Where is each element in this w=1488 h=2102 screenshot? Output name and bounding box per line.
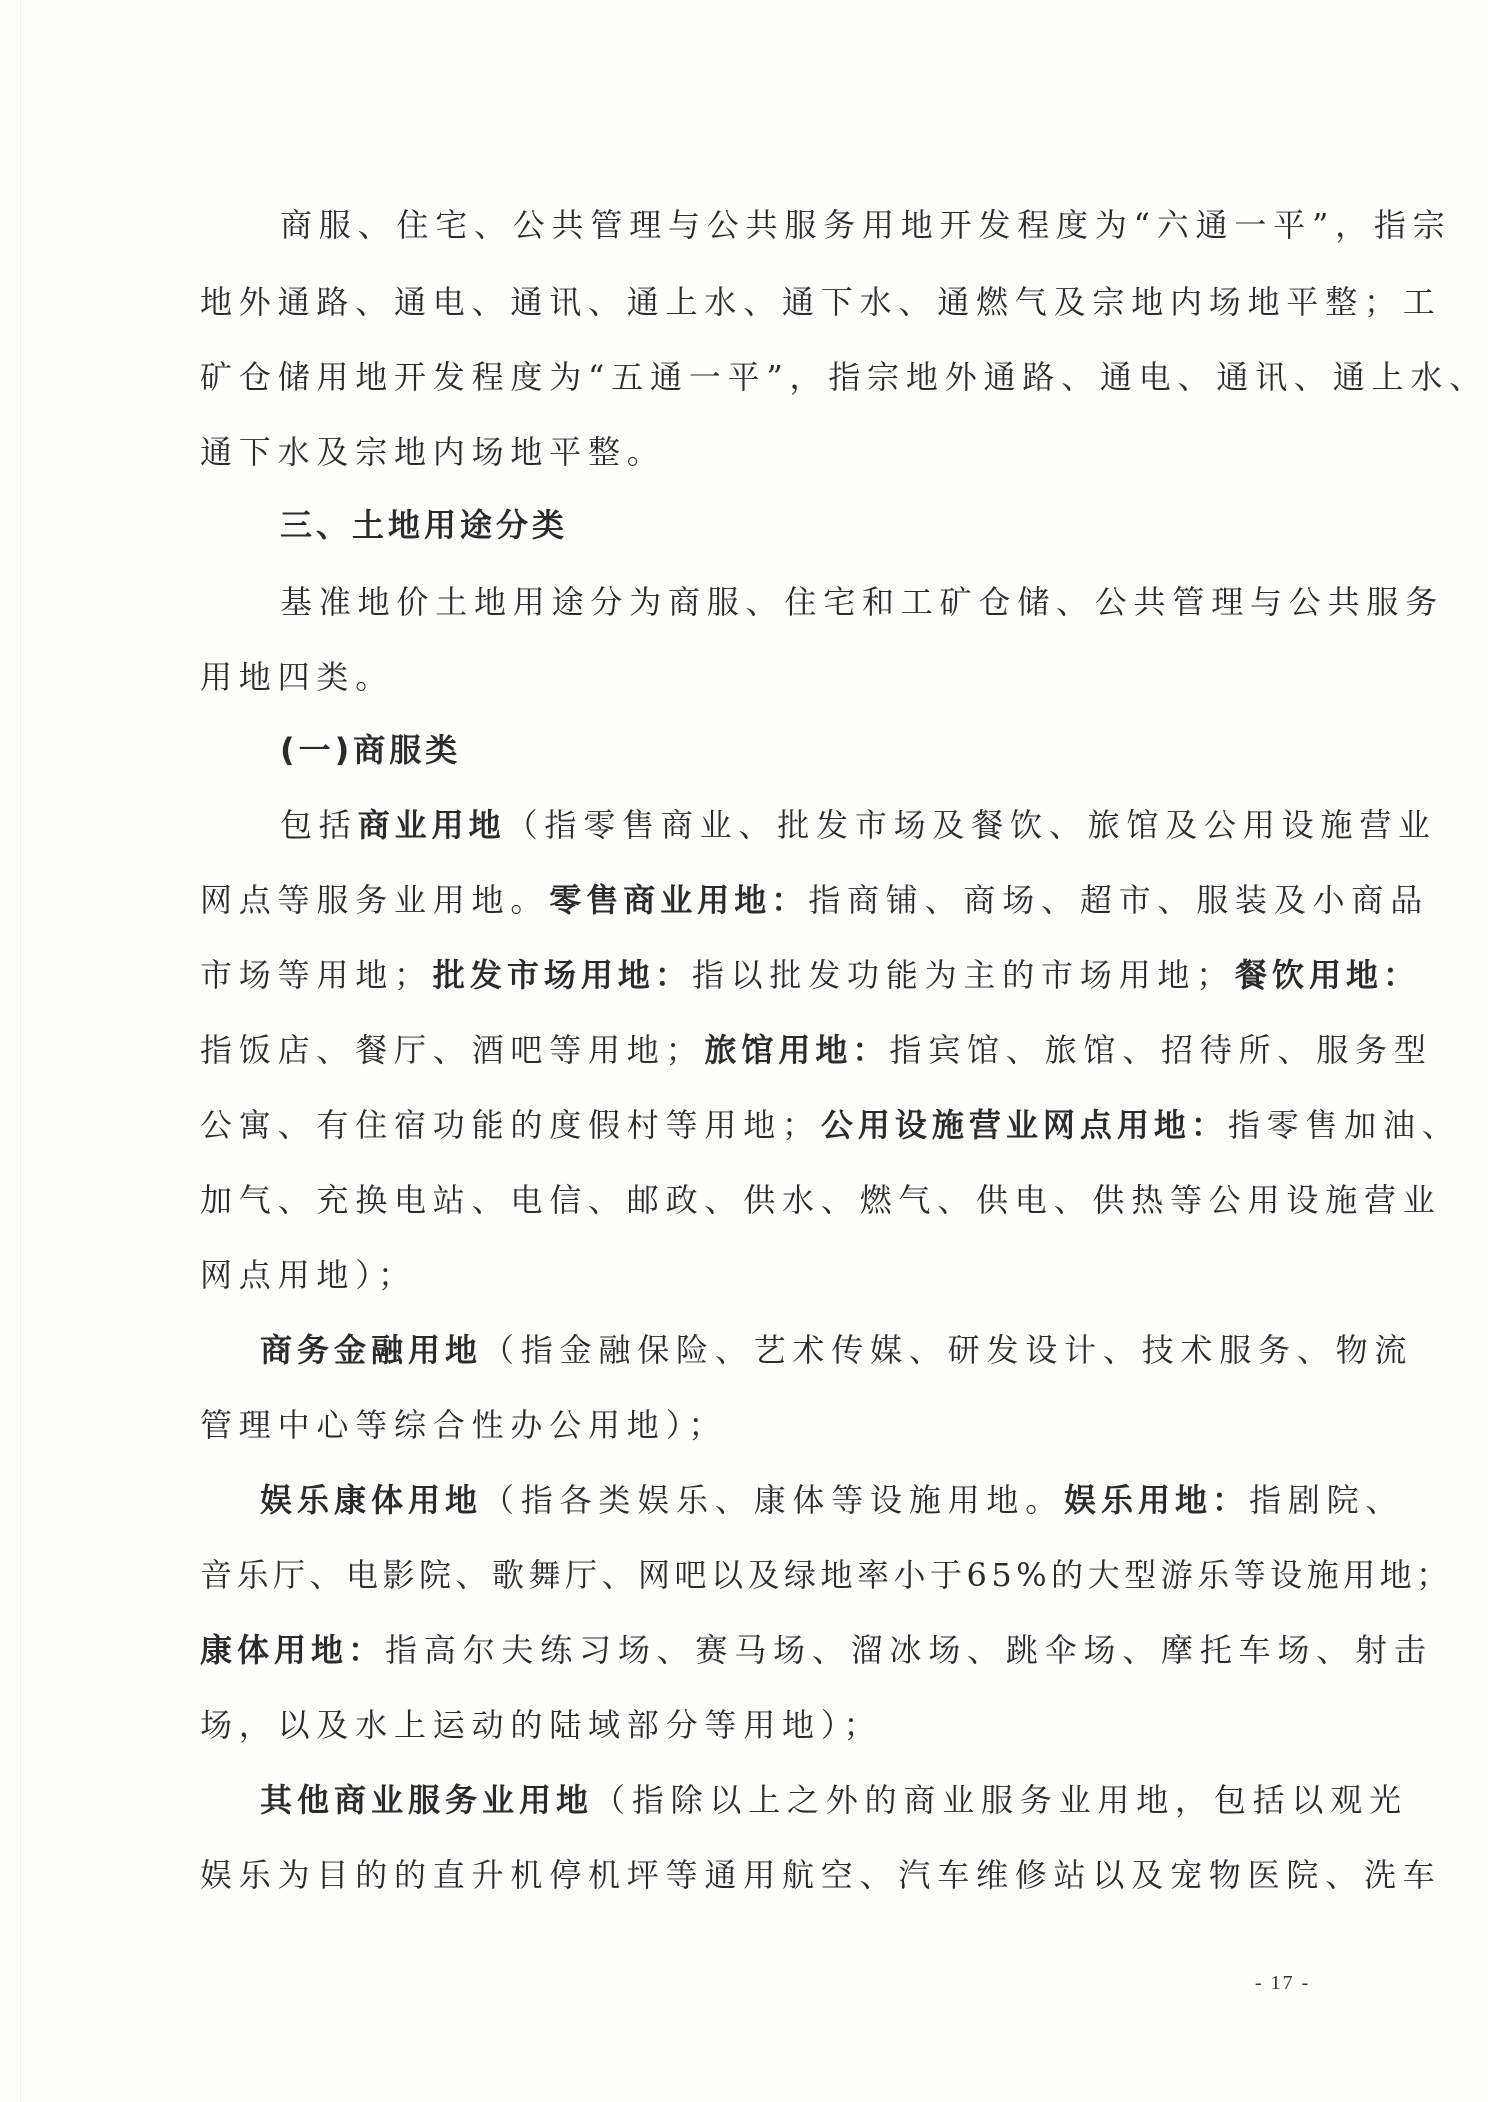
commercial-line-4-c: 指宾馆、旅馆、招待所、服务型 (889, 1031, 1433, 1069)
term-business-finance-land: 商务金融用地 (260, 1331, 483, 1369)
term-commercial-land: 商业用地 (357, 806, 506, 844)
term-entertainment-land: 娱乐用地： (1064, 1481, 1250, 1519)
term-wholesale-land: 批发市场用地： (432, 956, 692, 994)
term-other-commercial-land: 其他商业服务业用地 (260, 1781, 594, 1819)
term-entertainment-sports-land: 娱乐康体用地 (260, 1481, 483, 1519)
commercial-line-1-a: 包括 (280, 806, 358, 844)
paragraph-classification-line-2: 用地四类。 (200, 658, 395, 696)
business-finance-line-2: 管理中心等综合性办公用地）； (200, 1406, 728, 1444)
paragraph-development-line-1: 商服、住宅、公共管理与公共服务用地开发程度为“六通一平”，指宗 (280, 206, 1452, 244)
commercial-line-5 (200, 1105, 1461, 1145)
commercial-line-7: 网点用地）； (200, 1256, 417, 1294)
commercial-line-1-c: （指零售商业、批发市场及餐饮、旅馆及公用设施营业 (505, 806, 1437, 844)
commercial-line-3-c: 指以批发功能为主的市场用地； (691, 956, 1236, 994)
commercial-line-2-a: 网点等服务业用地。 (200, 881, 550, 919)
term-catering-land: 餐饮用地： (1235, 956, 1421, 994)
commercial-line-4 (200, 1030, 1433, 1070)
commercial-line-5-c: 指零售加油、 (1227, 1106, 1461, 1144)
subsection-heading: (一)商服类 (280, 731, 462, 769)
commercial-line-5-a: 公寓、有住宿功能的度假村等用地； (200, 1106, 821, 1144)
page-number: - 17 - (1255, 1972, 1311, 1994)
term-sports-land: 康体用地： (200, 1631, 386, 1669)
scan-edge-shadow (20, 0, 21, 2102)
commercial-line-6: 加气、充换电站、电信、邮政、供水、燃气、供电、供热等公用设施营业 (200, 1181, 1442, 1219)
paragraph-classification-line-1: 基准地价土地用途分为商服、住宅和工矿仓储、公共管理与公共服务 (280, 583, 1445, 621)
term-hotel-land: 旅馆用地： (704, 1031, 890, 1069)
paragraph-development-line-4: 通下水及宗地内场地平整。 (200, 433, 666, 471)
commercial-line-3 (200, 955, 1421, 995)
commercial-line-4-a: 指饭店、餐厅、酒吧等用地； (200, 1031, 705, 1069)
business-finance-line-1 (260, 1330, 1414, 1370)
entertainment-line-3 (200, 1630, 1433, 1670)
term-retail-land: 零售商业用地： (549, 881, 809, 919)
other-commercial-line-1 (260, 1780, 1408, 1820)
commercial-line-2 (200, 880, 1430, 920)
commercial-line-1 (280, 805, 1437, 845)
business-finance-line-1-b: （指金融保险、艺术传媒、研发设计、技术服务、物流 (482, 1331, 1414, 1369)
paragraph-development-line-3: 矿仓储用地开发程度为“五通一平”，指宗地外通路、通电、通讯、通上水、 (200, 358, 1488, 396)
entertainment-line-4: 场，以及水上运动的陆域部分等用地）； (200, 1706, 883, 1744)
paragraph-development-line-2: 地外通路、通电、通讯、通上水、通下水、通燃气及宗地内场地平整；工 (200, 283, 1442, 321)
entertainment-line-1-d: 指剧院、 (1249, 1481, 1405, 1519)
other-commercial-line-1-b: （指除以上之外的商业服务业用地，包括以观光 (593, 1781, 1408, 1819)
term-utility-outlet-land: 公用设施营业网点用地： (820, 1106, 1228, 1144)
entertainment-line-3-b: 指高尔夫练习场、赛马场、溜冰场、跳伞场、摩托车场、射击 (385, 1631, 1433, 1669)
commercial-line-2-c: 指商铺、商场、超市、服装及小商品 (808, 881, 1430, 919)
other-commercial-line-2: 娱乐为目的的直升机停机坪等通用航空、汽车维修站以及宠物医院、洗车 (200, 1856, 1442, 1894)
entertainment-line-2: 音乐厅、电影院、歌舞厅、网吧以及绿地率小于65%的大型游乐等设施用地； (200, 1556, 1453, 1594)
commercial-line-3-a: 市场等用地； (200, 956, 433, 994)
entertainment-line-1 (260, 1480, 1405, 1520)
entertainment-line-1-b: （指各类娱乐、康体等设施用地。 (482, 1481, 1065, 1519)
section-heading: 三、土地用途分类 (280, 506, 569, 544)
